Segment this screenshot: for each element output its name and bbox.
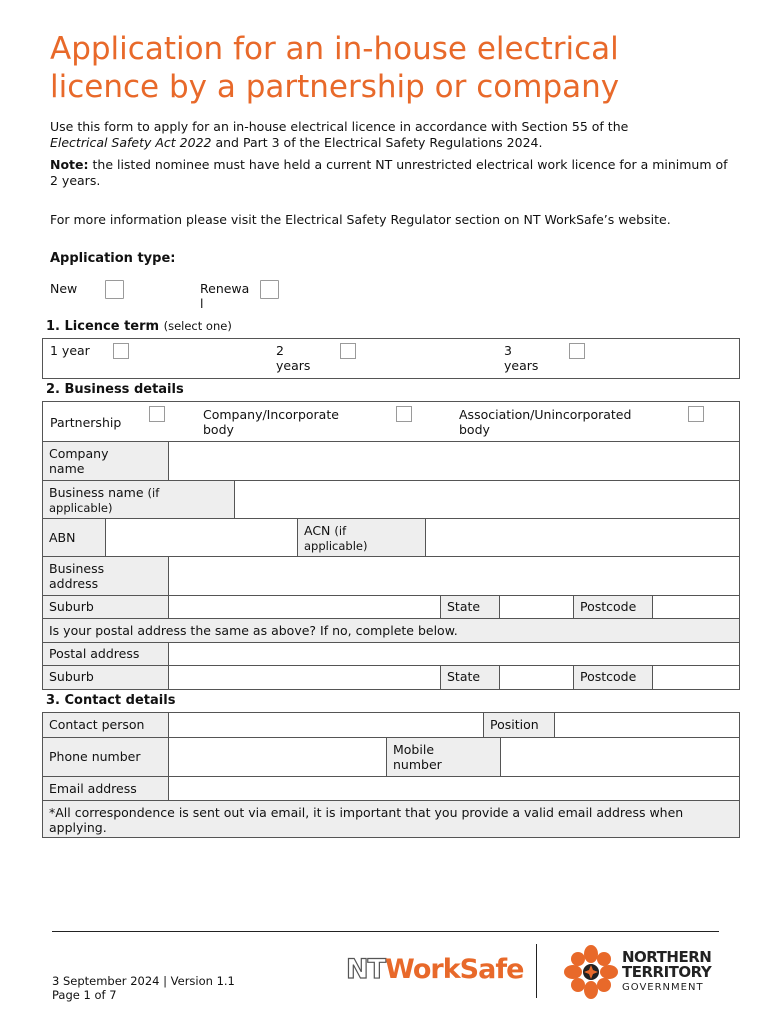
company-name-label-line2: name — [49, 461, 85, 476]
note-paragraph — [50, 157, 740, 188]
business-name-input[interactable] — [235, 481, 739, 519]
acn-input[interactable] — [426, 519, 739, 557]
phone-label-cell: Phone number — [43, 738, 169, 777]
email-notice: *All correspondence is sent out via email, it is important that you provide a valid email address when applying. — [43, 801, 739, 837]
renewal-checkbox[interactable] — [260, 280, 279, 299]
acn-label-cell — [298, 519, 426, 557]
postal-suburb-label-cell: Suburb — [43, 666, 169, 689]
contact-details-table — [42, 712, 740, 838]
partnership-checkbox[interactable] — [149, 406, 165, 422]
postal-suburb-input[interactable] — [169, 666, 441, 689]
business-name-label-cell — [43, 481, 235, 519]
entity-type-row — [43, 402, 739, 442]
new-checkbox[interactable] — [105, 280, 124, 299]
postal-state-label-cell: State — [441, 666, 500, 689]
term-1-year-label: 1 year — [50, 343, 90, 358]
renewal-label — [200, 281, 249, 311]
suburb-input[interactable] — [169, 596, 441, 619]
licence-term-title: 1. Licence term — [46, 319, 160, 334]
footer-date-version: 3 September 2024 | Version 1.1 — [52, 974, 235, 988]
postcode-input[interactable] — [653, 596, 739, 619]
company-name-label-cell — [43, 442, 169, 481]
licence-term-hint: (select one) — [163, 319, 232, 333]
footer-divider — [52, 931, 719, 932]
email-input[interactable] — [169, 777, 739, 801]
phone-input[interactable] — [169, 738, 387, 777]
postal-postcode-input[interactable] — [653, 666, 739, 689]
note-text-2: 2 years. — [50, 172, 101, 188]
term-2-years-label — [276, 343, 310, 373]
application-type-label: Application type: — [50, 251, 176, 266]
contact-person-input[interactable] — [169, 713, 484, 738]
postal-state-input[interactable] — [500, 666, 574, 689]
note-label: Note: — [50, 157, 89, 172]
act-name: Electrical Safety Act 2022 — [50, 134, 212, 150]
intro-paragraph — [50, 119, 740, 150]
postal-question: Is your postal address the same as above? If no, complete below. — [43, 619, 739, 643]
nt-government-logo-text — [622, 950, 711, 995]
intro-line-1: Use this form to apply for an in-house electrical licence in accordance with Section 55 of the — [50, 119, 629, 134]
business-address-label-line1: Business — [49, 561, 105, 576]
suburb-label-cell: Suburb — [43, 596, 169, 619]
postal-address-label-cell: Postal address — [43, 643, 169, 666]
business-address-input[interactable] — [169, 557, 739, 596]
gov-line1: NORTHERN — [622, 948, 712, 966]
position-input[interactable] — [555, 713, 739, 738]
gov-line3: GOVERNMENT — [622, 982, 704, 993]
postal-postcode-label-cell: Postcode — [574, 666, 653, 689]
contact-person-label-cell: Contact person — [43, 713, 169, 738]
note-text: the listed nominee must have held a current NT unrestricted electrical work licence for a minimum of — [88, 157, 728, 172]
state-input[interactable] — [500, 596, 574, 619]
company-label — [203, 407, 339, 437]
company-label-line1: Company/Incorporate — [203, 407, 339, 422]
association-label-line1: Association/Unincorporated — [459, 407, 632, 422]
company-name-label-line1: Company — [49, 446, 109, 461]
acn-hint-2: applicable) — [304, 539, 368, 553]
business-name-hint-1: (if — [147, 486, 160, 500]
mobile-label-line2: number — [393, 757, 442, 772]
business-details-table — [42, 401, 740, 690]
business-name-hint-2: applicable) — [49, 501, 113, 515]
acn-label-line1 — [304, 523, 419, 539]
renewal-label-line1: Renewa — [200, 281, 250, 296]
term-3-years-checkbox[interactable] — [569, 343, 585, 359]
contact-details-heading: 3. Contact details — [46, 693, 176, 708]
term-3-line1: 3 — [504, 343, 512, 358]
footer-page-number: Page 1 of 7 — [52, 988, 117, 1002]
desert-rose-icon — [563, 944, 619, 1000]
logo-divider — [536, 944, 537, 998]
licence-term-box — [42, 338, 740, 379]
abn-label-cell: ABN — [43, 519, 106, 557]
term-3-years-label — [504, 343, 538, 373]
term-1-year-checkbox[interactable] — [113, 343, 129, 359]
licence-term-heading — [46, 319, 232, 334]
renewal-label-line2: l — [200, 296, 204, 311]
position-label-cell: Position — [484, 713, 555, 738]
company-checkbox[interactable] — [396, 406, 412, 422]
logo-nt-text: NT — [346, 954, 386, 985]
term-2-line1: 2 — [276, 343, 284, 358]
association-label-line2: body — [459, 422, 490, 437]
intro-line-2 — [50, 135, 740, 151]
term-2-years-checkbox[interactable] — [340, 343, 356, 359]
acn-label: ACN — [304, 523, 331, 538]
postcode-label-cell: Postcode — [574, 596, 653, 619]
new-label: New — [50, 281, 78, 296]
association-label — [459, 407, 631, 437]
company-name-input[interactable] — [169, 442, 739, 481]
nt-worksafe-logo — [346, 954, 523, 985]
business-address-label-cell — [43, 557, 169, 596]
partnership-label: Partnership — [50, 415, 122, 430]
business-name-label-line1 — [49, 485, 228, 501]
postal-address-input[interactable] — [169, 643, 739, 666]
business-name-label: Business name — [49, 485, 144, 500]
intro-line-2-rest: and Part 3 of the Electrical Safety Regulations 2024. — [211, 134, 543, 150]
term-3-line2: years — [504, 358, 539, 373]
logo-worksafe-text: WorkSafe — [385, 954, 524, 985]
email-label-cell: Email address — [43, 777, 169, 801]
acn-hint-1: (if — [334, 524, 347, 538]
mobile-label-cell — [387, 738, 501, 777]
association-checkbox[interactable] — [688, 406, 704, 422]
business-details-heading: 2. Business details — [46, 382, 184, 397]
gov-line2: TERRITORY — [622, 963, 712, 981]
company-label-line2: body — [203, 422, 234, 437]
page-title: Application for an in-house electrical licence by a partnership or company — [50, 31, 620, 105]
more-info: For more information please visit the Electrical Safety Regulator section on NT WorkSafe’s website. — [50, 212, 671, 227]
business-address-label-line2: address — [49, 576, 99, 591]
abn-input[interactable] — [106, 519, 298, 557]
mobile-input[interactable] — [501, 738, 739, 777]
mobile-label-line1: Mobile — [393, 742, 435, 757]
state-label-cell: State — [441, 596, 500, 619]
term-2-line2: years — [276, 358, 311, 373]
